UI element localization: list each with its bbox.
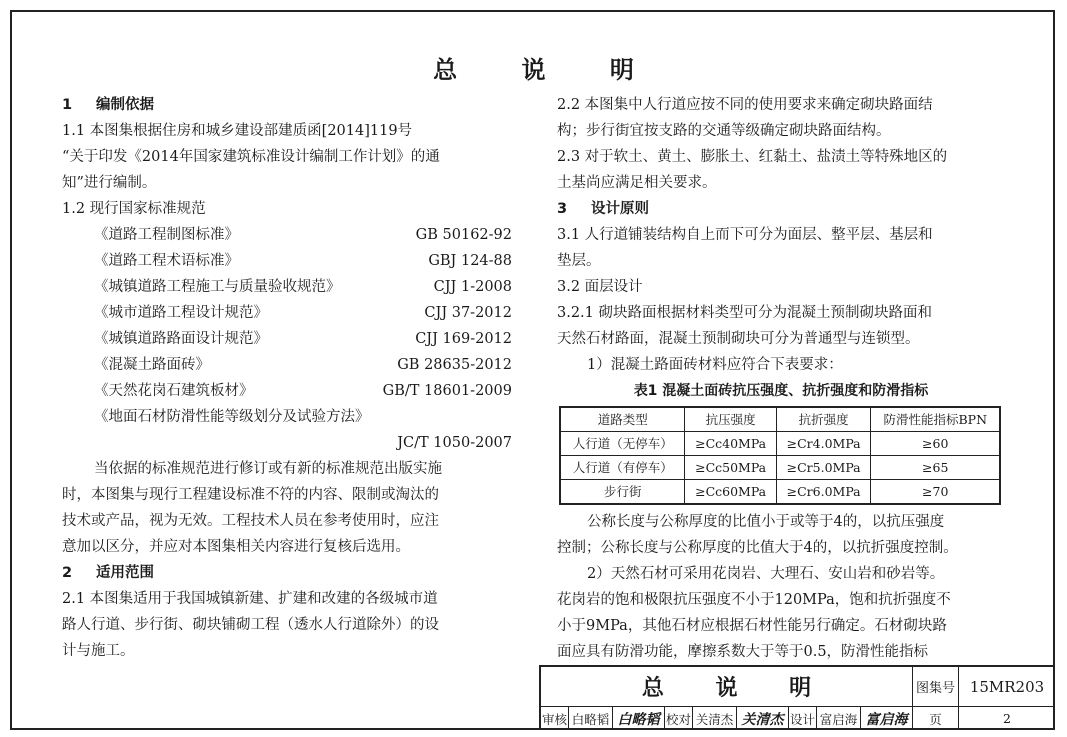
check-label: 校对 <box>665 707 693 730</box>
designer-name: 富启海 <box>817 707 861 730</box>
reviewer-name: 白略韬 <box>569 707 613 730</box>
para-3-2-1-line: 天然石材路面，混凝土预制砌块可分为普通型与连锁型。 <box>557 331 920 347</box>
standard-item: 《道路工程制图标准》 GB 50162-92 <box>94 227 512 243</box>
reviewer-signature: 白略韬 <box>613 707 665 730</box>
table-row <box>560 432 1000 456</box>
item-2-line: 2）天然石材可采用花岗岩、大理石、安山岩和砂岩等。 <box>587 566 945 582</box>
para-1-2: 1.2 现行国家标准规范 <box>62 201 206 217</box>
para-1-1-line: 知”进行编制。 <box>62 175 157 191</box>
table-caption: 表1 混凝土面砖抗压强度、抗折强度和防滑指标 <box>633 383 929 399</box>
para-2-2-line: 构；步行街宜按支路的交通等级确定砌块路面结构。 <box>557 123 891 139</box>
table-header: 抗折强度 <box>776 407 871 432</box>
table-cell: 人行道（有停车） <box>560 456 685 480</box>
para-2-3-line: 2.3 对于软土、黄土、膨胀土、红黏土、盐渍土等特殊地区的 <box>557 149 948 165</box>
section-1-heading: 1 编制依据 <box>62 97 154 113</box>
para-2-1-line: 2.1 本图集适用于我国城镇新建、扩建和改建的各级城市道 <box>62 591 438 607</box>
checker-name: 关清杰 <box>693 707 737 730</box>
para-2-2-line: 2.2 本图集中人行道应按不同的使用要求来确定砌块路面结 <box>557 97 933 113</box>
standard-item: 《道路工程术语标准》 GBJ 124-88 <box>94 253 512 269</box>
table-cell: ≥Cr4.0MPa <box>776 432 871 456</box>
table-cell: ≥Cc50MPa <box>685 456 776 480</box>
page-number: 2 <box>1003 711 1011 726</box>
standard-item: 《混凝土路面砖》 GB 28635-2012 <box>94 357 512 373</box>
signature-row <box>541 707 1055 730</box>
table-cell: ≥Cr5.0MPa <box>776 456 871 480</box>
table-row <box>560 456 1000 480</box>
standard-item-last-name: 《地面石材防滑性能等级划分及试验方法》 <box>94 409 370 425</box>
table-header: 防滑性能指标BPN <box>871 407 1000 432</box>
table-header-row <box>560 407 1000 432</box>
table-cell: 人行道（无停车） <box>560 432 685 456</box>
para-3-2: 3.2 面层设计 <box>557 279 643 295</box>
table-cell: ≥Cc40MPa <box>685 432 776 456</box>
atlas-number: 15MR203 <box>959 667 1055 707</box>
table-cell: ≥70 <box>871 480 1000 505</box>
left-column <box>62 92 514 664</box>
standard-item: 《城市道路工程设计规范》 CJJ 37-2012 <box>94 305 512 321</box>
section-2-heading: 2 适用范围 <box>62 565 154 581</box>
item-2-line: 小于9MPa，其他石材应根据石材性能另行确定。石材砌块路 <box>557 618 947 634</box>
para-2-1-line: 路人行道、步行街、砌块铺砌工程（透水人行道除外）的设 <box>62 617 439 633</box>
atlas-number-label: 图集号 <box>913 667 959 707</box>
table-cell: ≥60 <box>871 432 1000 456</box>
ratio-note-line: 控制；公称长度与公称厚度的比值大于4的，以抗折强度控制。 <box>557 540 958 556</box>
item-2-line: 面应具有防滑功能，摩擦系数大于等于0.5，防滑性能指标 <box>557 644 929 660</box>
para-2-1-line: 计与施工。 <box>62 643 135 659</box>
design-label: 设计 <box>789 707 817 730</box>
strength-spec-table <box>559 406 1001 505</box>
designer-signature: 富启海 <box>861 707 913 730</box>
standard-item: 《城镇道路工程施工与质量验收规范》 CJJ 1-2008 <box>94 279 512 295</box>
para-1-1-line: 1.1 本图集根据住房和城乡建设部建质函[2014]119号 <box>62 123 413 139</box>
table-cell: ≥Cc60MPa <box>685 480 776 505</box>
page-title: 总 说 明 <box>433 56 662 84</box>
para-3-1-line: 垫层。 <box>557 253 601 269</box>
table-header: 抗压强度 <box>685 407 776 432</box>
item-1: 1）混凝土路面砖材料应符合下表要求： <box>587 357 843 373</box>
table-cell: 步行街 <box>560 480 685 505</box>
standard-item: 《城镇道路路面设计规范》 CJJ 169-2012 <box>94 331 512 347</box>
ratio-note-line: 公称长度与公称厚度的比值小于或等于4的，以抗压强度 <box>587 514 945 530</box>
standard-item-last-code: JC/T 1050-2007 <box>397 435 512 451</box>
revision-note-line: 时，本图集与现行工程建设标准不符的内容、限制或淘汰的 <box>62 487 439 503</box>
para-3-2-1-line: 3.2.1 砌块路面根据材料类型可分为混凝土预制砌块路面和 <box>557 305 933 321</box>
page-label: 页 <box>913 707 959 730</box>
table-row <box>560 480 1000 505</box>
revision-note-line: 技术或产品，视为无效。工程技术人员在参考使用时，应注 <box>62 513 439 529</box>
revision-note-line: 当依据的标准规范进行修订或有新的标准规范出版实施 <box>94 461 442 477</box>
section-3-heading: 3 设计原则 <box>557 201 649 217</box>
checker-signature: 关清杰 <box>737 707 789 730</box>
para-1-1-line: “关于印发《2014年国家建筑标准设计编制工作计划》的通 <box>62 149 440 165</box>
revision-note-line: 意加以区分，并应对本图集相关内容进行复核后选用。 <box>62 539 410 555</box>
table-header: 道路类型 <box>560 407 685 432</box>
review-label: 审核 <box>541 707 569 730</box>
table-cell: ≥65 <box>871 456 1000 480</box>
title-block-name: 总 说 明 <box>541 667 913 707</box>
para-3-1-line: 3.1 人行道铺装结构自上而下可分为面层、整平层、基层和 <box>557 227 933 243</box>
item-2-line: 花岗岩的饱和极限抗压强度不小于120MPa，饱和抗折强度不 <box>557 592 951 608</box>
table-cell: ≥Cr6.0MPa <box>776 480 871 505</box>
right-column <box>557 92 1005 665</box>
standard-item: 《天然花岗石建筑板材》 GB/T 18601-2009 <box>94 383 512 399</box>
title-block <box>539 665 1055 730</box>
para-2-3-line: 土基尚应满足相关要求。 <box>557 175 717 191</box>
